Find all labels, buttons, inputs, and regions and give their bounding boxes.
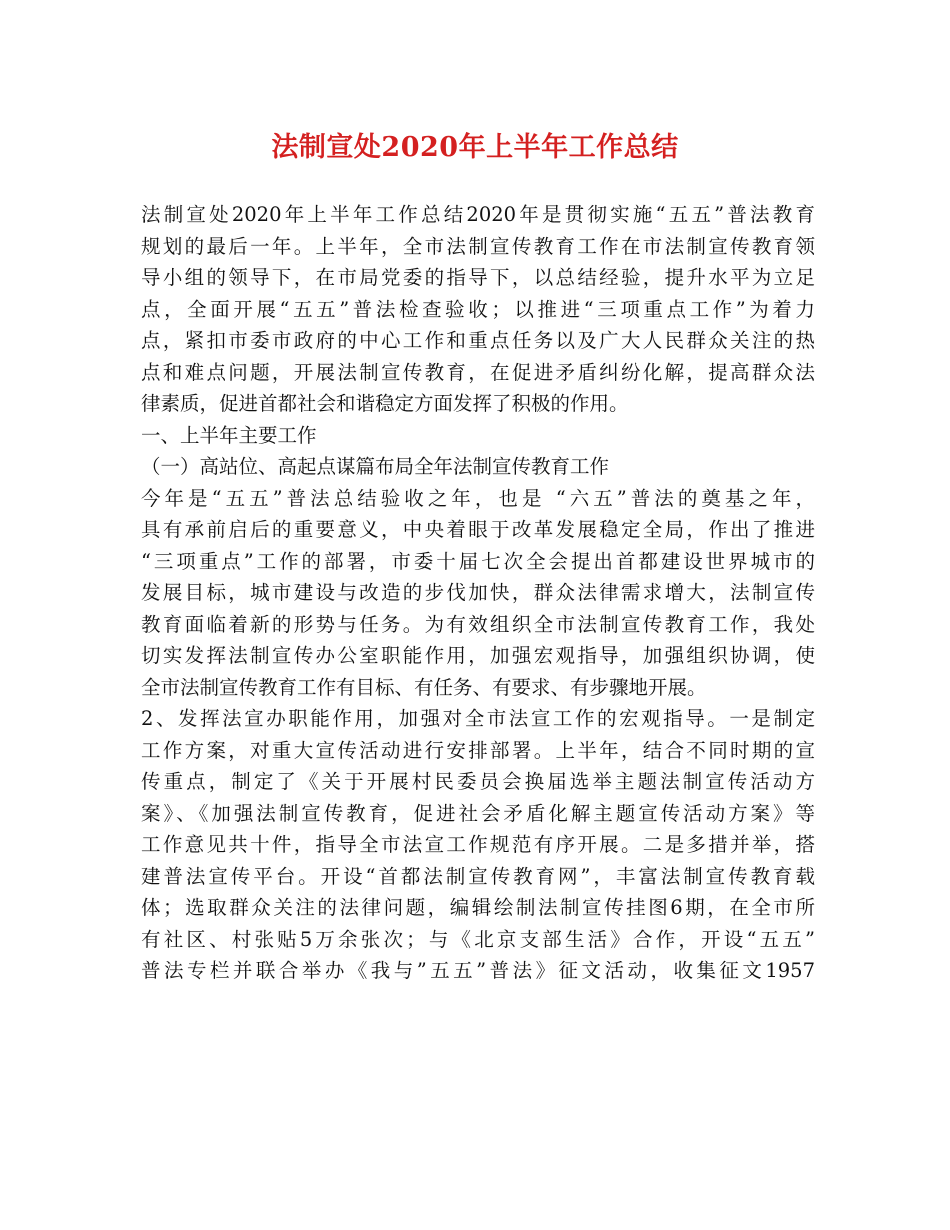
text-line: 普法专栏并联合举办《我与”五五”普法》征文活动，收集征文1957 bbox=[141, 959, 815, 982]
text-line: 具有承前启后的重要意义，中央着眼于改革发展稳定全局，作出了推进 bbox=[141, 518, 815, 541]
text-line: 全市法制宣传教育工作有目标、有任务、有要求、有步骤地开展。 bbox=[141, 675, 707, 699]
text-line: 规划的最后一年。上半年，全市法制宣传教育工作在市法制宣传教育领 bbox=[141, 234, 815, 258]
text-line: 法制宣处2020年上半年工作总结2020年是贯彻实施“五五”普法教育 bbox=[141, 203, 815, 226]
text-line: 切实发挥法制宣传办公室职能作用，加强宏观指导，加强组织协调，使 bbox=[141, 644, 815, 667]
text-line: 导小组的领导下，在市局党委的指导下，以总结经验，提升水平为立足 bbox=[141, 266, 815, 289]
text-line: 发展目标，城市建设与改造的步伐加快，群众法律需求增大，法制宣传 bbox=[141, 581, 815, 604]
text-line: 一、上半年主要工作 bbox=[141, 423, 317, 447]
document-title: 法制宣处2020年上半年工作总结 bbox=[271, 132, 679, 163]
text-line: 点和难点问题，开展法制宣传教育，在促进矛盾纠纷化解，提高群众法 bbox=[141, 360, 815, 384]
text-line: 工作方案，对重大宣传活动进行安排部署。上半年，结合不同时期的宣 bbox=[141, 738, 815, 762]
text-line: 传重点，制定了《关于开展村民委员会换届选举主题法制宣传活动方 bbox=[141, 770, 815, 793]
text-line: 案》、《加强法制宣传教育，促进社会矛盾化解主题宣传活动方案》等 bbox=[141, 801, 815, 825]
text-line: 建普法宣传平台。开设“首都法制宣传教育网”，丰富法制宣传教育载 bbox=[141, 864, 815, 888]
text-line: 点，全面开展“五五”普法检查验收；以推进“三项重点工作”为着力 bbox=[141, 297, 815, 321]
text-line: 今年是“五五”普法总结验收之年，也是 “六五”普法的奠基之年， bbox=[141, 486, 815, 510]
text-line: 律素质，促进首都社会和谐稳定方面发挥了积极的作用。 bbox=[141, 392, 629, 415]
text-line: 2、发挥法宣办职能作用，加强对全市法宣工作的宏观指导。一是制定 bbox=[141, 707, 815, 730]
text-line: “三项重点”工作的部署，市委十届七次全会提出首都建设世界城市的 bbox=[141, 549, 815, 573]
text-line: 有社区、村张贴5万余张次；与《北京支部生活》合作，开设“五五” bbox=[141, 927, 815, 951]
text-line: 体；选取群众关注的法律问题，编辑绘制法制宣传挂图6期，在全市所 bbox=[141, 896, 815, 919]
text-line: 教育面临着新的形势与任务。为有效组织全市法制宣传教育工作，我处 bbox=[141, 612, 815, 636]
text-line: 点，紧扣市委市政府的中心工作和重点任务以及广大人民群众关注的热 bbox=[141, 329, 815, 352]
text-line: 工作意见共十件，指导全市法宣工作规范有序开展。二是多措并举，搭 bbox=[141, 833, 815, 856]
text-line: （一）高站位、高起点谋篇布局全年法制宣传教育工作 bbox=[141, 455, 610, 478]
document-body bbox=[141, 199, 815, 987]
